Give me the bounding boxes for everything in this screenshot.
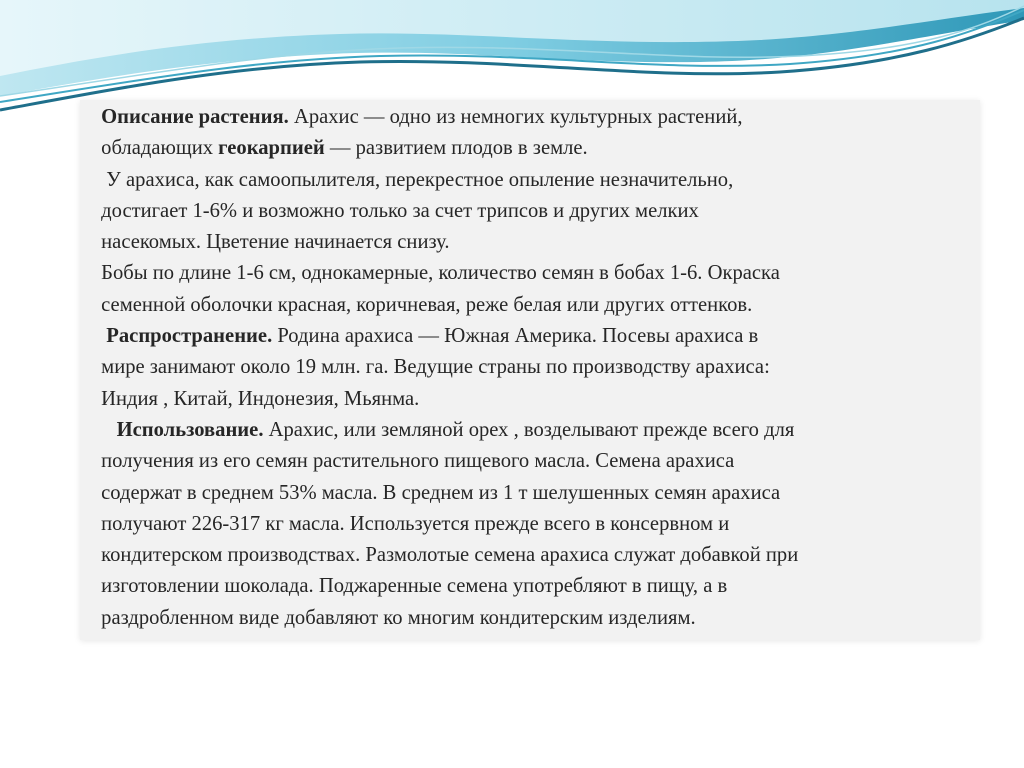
line-11: Использование. Арахис, или земляной орех , возделывают прежде всего для [116, 418, 795, 441]
line-15: кондитерском производствах. Размолотые семена арахиса служат добавкой при [101, 544, 799, 567]
line-6: Бобы по длине 1-6 см, однокамерные, количество семян в бобах 1-6. Окраска [101, 262, 780, 285]
line-5: насекомых. Цветение начинается снизу. [101, 231, 450, 254]
heading-distribution: Распространение. [106, 325, 273, 348]
line-7: семенной оболочки красная, коричневая, реже белая или других оттенков. [101, 293, 753, 316]
heading-description: Описание растения. [101, 106, 289, 128]
line-8: Распространение. Родина арахиса — Южная Америка. Посевы арахиса в [106, 325, 759, 348]
line-13: содержат в среднем 53% масла. В среднем из 1 т шелушенных семян арахиса [101, 481, 781, 504]
line-4: достигает 1-6% и возможно только за счет трипсов и других мелких [101, 199, 699, 222]
line-17: раздробленном виде добавляют ко многим кондитерским изделиям. [101, 606, 696, 629]
line-3: У арахиса, как самоопылителя, перекрестное опыление незначительно, [106, 168, 734, 191]
line-1: Описание растения. Арахис — одно из немногих культурных растений, [101, 106, 743, 128]
term-geocarpy: геокарпией [218, 137, 325, 160]
slide-body [96, 102, 976, 634]
line-9: мире занимают около 19 млн. га. Ведущие страны по производству арахиса: [101, 356, 770, 379]
line-10: Индия , Китай, Индонезия, Мьянма. [101, 387, 420, 410]
heading-usage: Использование. [116, 418, 264, 441]
line-14: получают 226-317 кг масла. Используется прежде всего в консервном и [101, 512, 730, 535]
line-2: обладающих геокарпией — развитием плодов в земле. [101, 137, 588, 160]
line-16: изготовлении шоколада. Поджаренные семена употребляют в пищу, а в [101, 575, 728, 598]
line-12: получения из его семян растительного пищевого масла. Семена арахиса [101, 450, 735, 473]
